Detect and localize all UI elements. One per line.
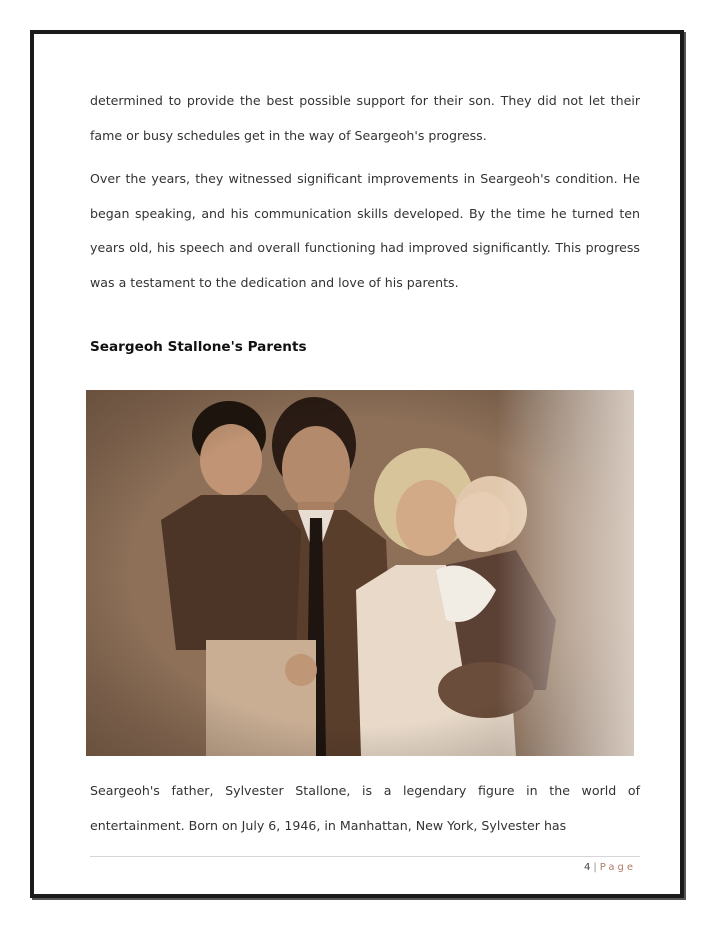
page-separator: | [593,862,597,873]
page-number: 4 [584,862,591,873]
footer-divider [90,856,640,857]
family-photo-illustration [86,390,634,756]
paragraph-2: Over the years, they witnessed significant improvements in Seargeoh's condition. He began speaking, and his communication skills developed. By the time he turned ten years old, his speech and overall functioning had improved significantly. This progress was a testament to the dedication and love of his parents. [90,171,640,290]
page-number-footer [584,862,636,873]
paragraph-3: Seargeoh's father, Sylvester Stallone, is a legendary figure in the world of entertainment. Born on July 6, 1946, in Manhattan, New York, Sylvester has [90,783,640,833]
document-page [30,30,684,898]
family-photo [86,390,634,756]
page-label: Page [599,862,636,873]
section-heading: Seargeoh Stallone's Parents [90,339,307,355]
paragraph-1: determined to provide the best possible support for their son. They did not let their fame or busy schedules get in the way of Seargeoh's progress. [90,93,640,143]
